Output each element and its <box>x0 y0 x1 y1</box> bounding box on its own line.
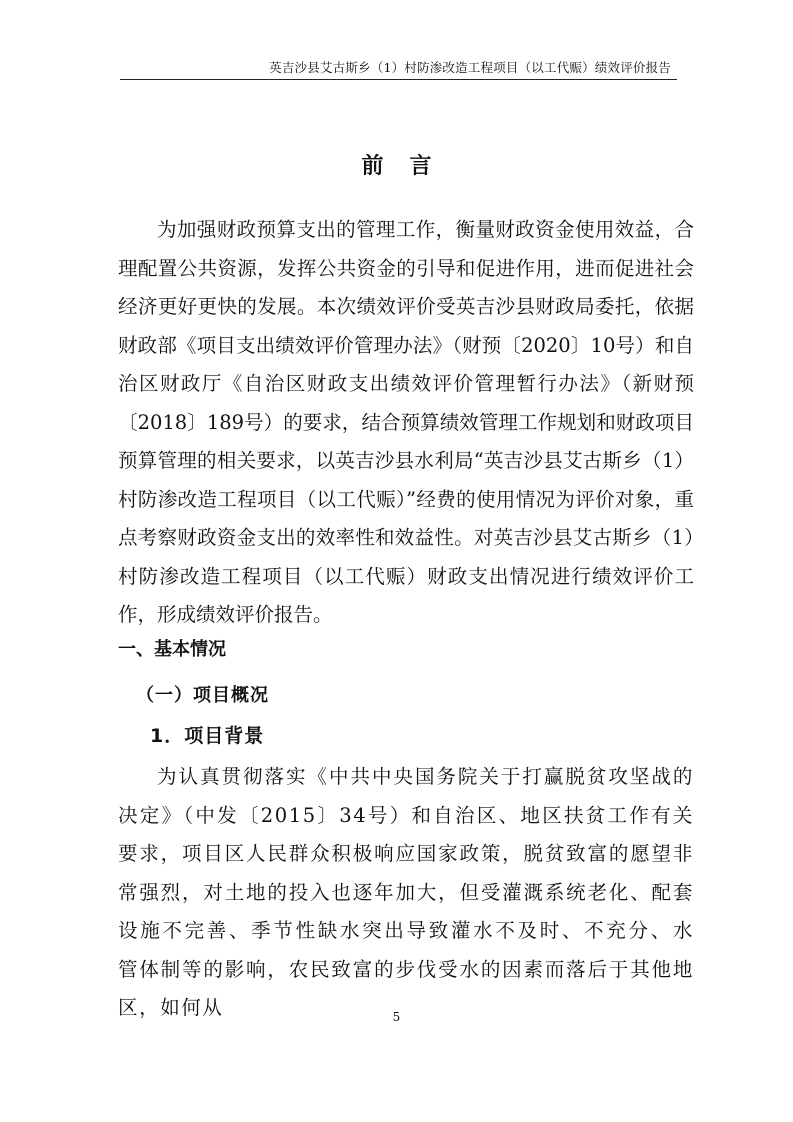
section-heading-basic-info: 一、基本情况 <box>118 639 226 660</box>
background-section <box>118 758 694 1028</box>
running-header: 英吉沙县艾古斯乡（1）村防渗改造工程项目（以工代赈）绩效评价报告 <box>269 60 671 75</box>
page-number: 5 <box>392 1010 401 1024</box>
intro-section <box>118 211 694 635</box>
subsection-heading-project-overview: （一）项目概况 <box>136 685 269 706</box>
header-divider <box>120 79 677 80</box>
intro-paragraph: 为加强财政预算支出的管理工作，衡量财政资金使用效益，合理配置公共资源，发挥公共资金的引导和促进作用，进而促进社会经济更好更快的发展。本次绩效评价受英吉沙县财政局委托，依据财政部《项目支出绩效评价管理办法》（财预〔2020〕10号）和自治区财政厅《自治区财政支出绩效评价管理暂行办法》（新财预〔2018〕189号）的要求，结合预算绩效管理工作规划和财政项目预算管理的相关要求，以英吉沙县水利局“英吉沙县艾古斯乡（1）村防渗改造工程项目（以工代赈）”经费的使用情况为评价对象，重点考察财政资金支出的效率性和效益性。对英吉沙县艾古斯乡（1）村防渗改造工程项目（以工代赈）财政支出情况进行绩效评价工作，形成绩效评价报告。 <box>118 218 694 626</box>
page-title: 前言 <box>361 154 458 179</box>
background-paragraph: 为认真贯彻落实《中共中央国务院关于打赢脱贫攻坚战的决定》（中发〔2015〕34号）和自治区、地区扶贫工作有关要求，项目区人民群众积极响应国家政策，脱贫致富的愿望非常强烈，对土地的投入也逐年加大，但受灌溉系统老化、配套设施不完善、季节性缺水突出导致灌水不及时、不充分、水 管体制等的影响，农民致富的步伐受水的因素而落后于其他地区，如何从 <box>118 765 694 1019</box>
subsubsection-heading-project-background: 1．项目背景 <box>150 725 265 747</box>
